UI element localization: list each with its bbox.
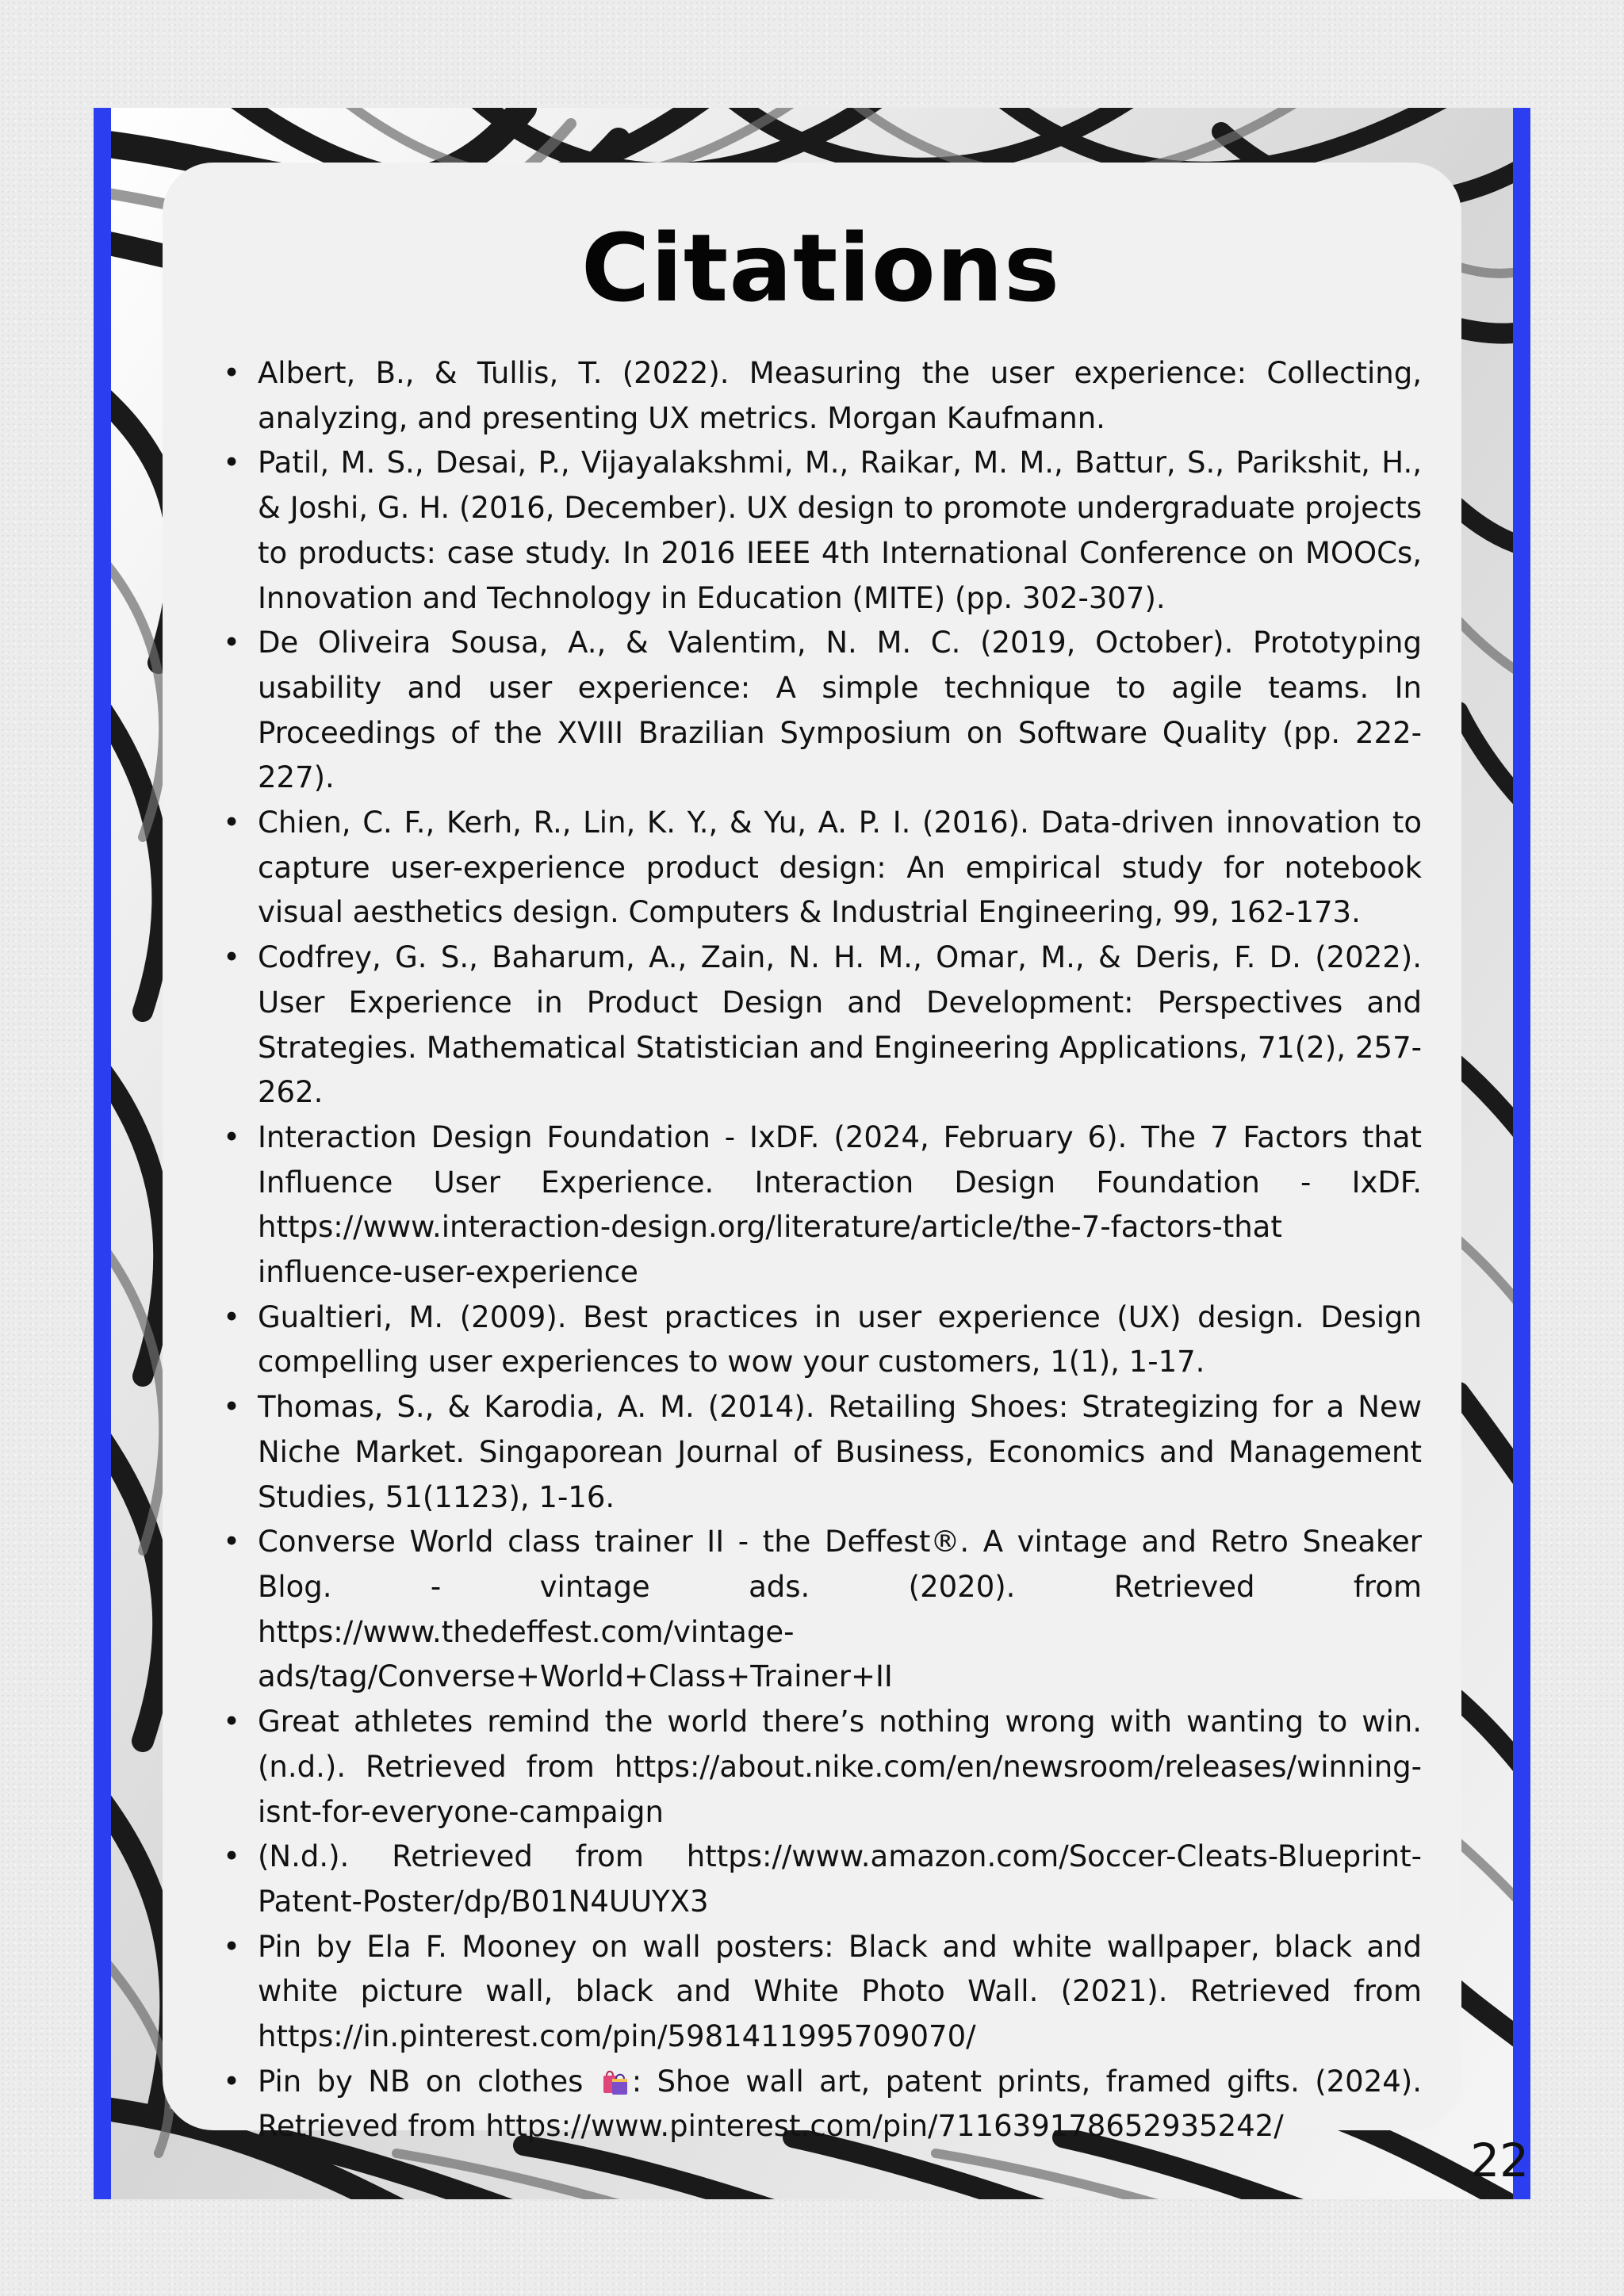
reference-item — [220, 2060, 1422, 2149]
reference-text: Gualtieri, M. (2009). Best practices in user experience (UX) design. Design compelling user experiences to wow your customers, 1(1), 1-17. — [258, 1299, 1422, 1380]
reference-item — [220, 621, 1422, 801]
reference-text-start: Pin by NB on clothes — [258, 2064, 599, 2099]
reference-item — [220, 351, 1422, 441]
reference-item — [220, 801, 1422, 936]
bullet-icon: • — [223, 1119, 240, 1154]
reference-item — [220, 1700, 1422, 1835]
references-list — [220, 351, 1422, 2149]
reference-text: Patil, M. S., Desai, P., Vijayalakshmi, M., Raikar, M. M., Battur, S., Parikshit, H., & Joshi, G. H. (2016, December). UX design to promote undergraduate projects to products: case study. In 2016 IEEE 4th International Conference on MOOCs, Innovation and Technology in Education (MITE) (pp. 302-307). — [258, 446, 1422, 615]
reference-text: Chien, C. F., Kerh, R., Lin, K. Y., & Yu, A. P. I. (2016). Data-driven innovation to capture user-experience product design: An empirical study for notebook visual aesthetics design. Computers & Industrial Engineering, 99, 162-173. — [258, 806, 1422, 930]
bullet-icon: • — [223, 1299, 240, 1334]
shopping-bags-icon — [602, 2064, 629, 2093]
reference-item — [220, 1385, 1422, 1520]
bullet-icon: • — [223, 446, 240, 480]
page-number: 22 — [1470, 2133, 1529, 2187]
reference-item — [220, 936, 1422, 1115]
reference-item — [220, 1115, 1422, 1295]
bullet-icon: • — [223, 2064, 240, 2099]
bullet-icon: • — [223, 1705, 240, 1739]
bullet-icon: • — [223, 356, 240, 390]
reference-item — [220, 1835, 1422, 1924]
bullet-icon: • — [223, 626, 240, 660]
reference-text: De Oliveira Sousa, A., & Valentim, N. M. C. (2019, October). Prototyping usability and user experience: A simple technique to agile teams. In Proceedings of the XVIII Brazilian Symposium on Software Quality (pp. 222-227). — [258, 626, 1422, 795]
page-title: Citations — [580, 213, 1061, 323]
reference-text: Albert, B., & Tullis, T. (2022). Measuring the user experience: Collecting, analyzing, and presenting UX metrics. Morgan Kaufmann. — [258, 356, 1422, 435]
citations-card — [163, 163, 1461, 2144]
reference-text: Pin by Ela F. Mooney on wall posters: Black and white wallpaper, black and white picture wall, black and White Photo Wall. (2021). Retrieved from https://in.pinterest.com/pin/5981411995709070/ — [258, 1929, 1422, 2054]
reference-item — [220, 1520, 1422, 1700]
bullet-icon: • — [223, 1525, 240, 1559]
reference-item — [220, 1295, 1422, 1385]
reference-item — [220, 441, 1422, 621]
bullet-icon: • — [223, 940, 240, 975]
reference-text: (N.d.). Retrieved from https://www.amazon.com/Soccer-Cleats-Blueprint-Patent-Poster/dp/B01N4UUYX3 — [258, 1839, 1422, 1919]
reference-text: Great athletes remind the world there’s nothing wrong with wanting to win. (n.d.). Retrieved from https://about.nike.com/en/newsroom/releases/winning-isnt-for-everyone-campaign — [258, 1705, 1422, 1829]
bullet-icon: • — [223, 1839, 240, 1874]
reference-text: Interaction Design Foundation - IxDF. (2024, February 6). The 7 Factors that Influence User Experience. Interaction Design Foundation - IxDF. https://www.interaction-design.org/literature/article/the-7-factors-that influence-user-experience — [258, 1119, 1422, 1290]
bullet-icon: • — [223, 806, 240, 840]
bullet-icon: • — [223, 1390, 240, 1425]
reference-text: Codfrey, G. S., Baharum, A., Zain, N. H. M., Omar, M., & Deris, F. D. (2022). User Experience in Product Design and Development: Perspectives and Strategies. Mathematical Statistician and Engineering Applications, 71(2), 257- 262. — [258, 940, 1422, 1110]
reference-item — [220, 1925, 1422, 2060]
reference-text-end: : Shoe wall art, patent prints, framed gifts. (2024). Retrieved from https://www.pinterest.com/pin/711639178652935242/ — [258, 2064, 1423, 2144]
reference-text: Converse World class trainer II - the Deffest®. A vintage and Retro Sneaker Blog. - vintage ads. (2020). Retrieved from https://www.thedeffest.com/vintage-ads/tag/Converse+World+Class+Trainer+II — [258, 1525, 1422, 1694]
reference-text: Thomas, S., & Karodia, A. M. (2014). Retailing Shoes: Strategizing for a New Niche Market. Singaporean Journal of Business, Economics and Management Studies, 51(1123), 1-16. — [258, 1390, 1422, 1514]
bullet-icon: • — [223, 1929, 240, 1964]
